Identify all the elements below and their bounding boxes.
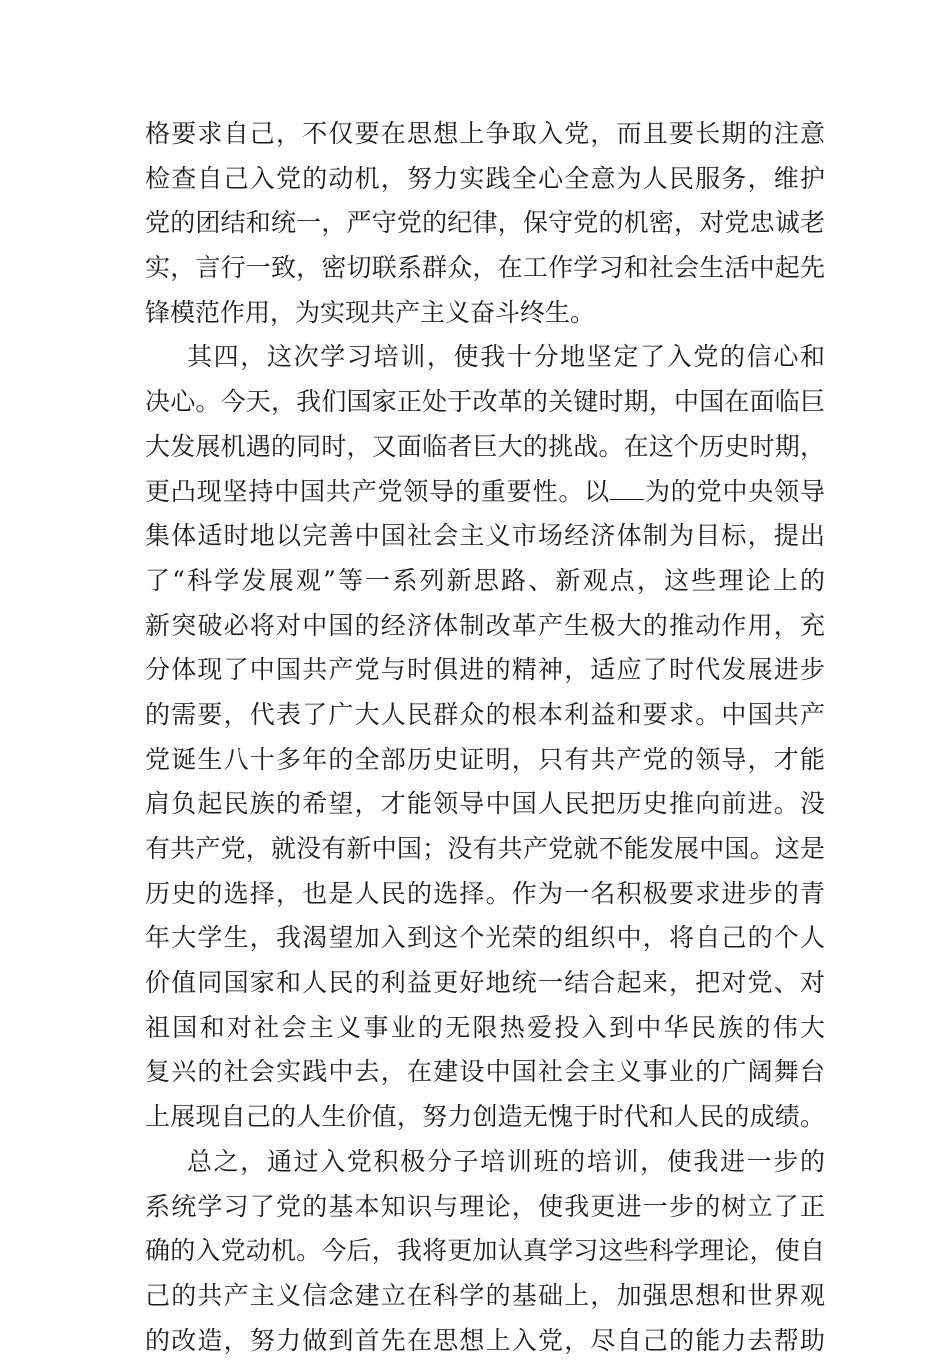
text-line: 决心。今天，我们国家正处于改革的关键时期，中国在面临巨: [145, 387, 825, 417]
text-line: 大发展机遇的同时，又面临者巨大的挑战。在这个历史时期，: [145, 431, 825, 461]
text-line: 实，言行一致，密切联系群众，在工作学习和社会生活中起先: [145, 253, 825, 283]
body-text: [145, 112, 825, 1363]
text-line: 集体适时地以完善中国社会主义市场经济体制为目标，提出: [145, 521, 825, 551]
text-line: 年大学生，我渴望加入到这个光荣的组织中，将自己的个人: [145, 923, 825, 953]
text-line: 的改造，努力做到首先在思想上入党，尽自己的能力去帮助: [145, 1325, 825, 1355]
paragraph-2: [145, 335, 825, 1139]
text-line: 己的共产主义信念建立在科学的基础上，加强思想和世界观: [145, 1280, 825, 1310]
text-line: 党诞生八十多年的全部历史证明，只有共产党的领导，才能: [145, 744, 825, 774]
text-line: 格要求自己，不仅要在思想上争取入党，而且要长期的注意: [145, 119, 825, 148]
text-segment: 为的党中央领导: [644, 476, 825, 506]
text-line: 价值同国家和人民的利益更好地统一结合起来，把对党、对: [145, 968, 825, 998]
text-line-with-blank: [145, 470, 825, 515]
text-line: 复兴的社会实践中去，在建设中国社会主义事业的广阔舞台: [145, 1057, 825, 1087]
fill-in-blank: [610, 477, 644, 500]
text-line: 肩负起民族的希望，才能领导中国人民把历史推向前进。没: [145, 789, 825, 819]
text-line: 其四，这次学习培训，使我十分地坚定了入党的信心和: [187, 342, 825, 372]
text-line: 上展现自己的人生价值，努力创造无愧于时代和人民的成绩。: [145, 1102, 825, 1132]
text-line: 锋模范作用，为实现共产主义奋斗终生。: [145, 297, 596, 327]
text-line: 祖国和对社会主义事业的无限热爱投入到中华民族的伟大: [145, 1012, 825, 1042]
text-line: 的需要，代表了广大人民群众的根本利益和要求。中国共产: [145, 699, 825, 729]
paragraph-3: [145, 1140, 825, 1363]
text-segment: 更凸现坚持中国共产党领导的重要性。以: [145, 476, 611, 506]
text-line: 检查自己入党的动机，努力实践全心全意为人民服务，维护: [145, 163, 825, 193]
text-line: 历史的选择，也是人民的选择。作为一名积极要求进步的青: [145, 878, 825, 908]
text-line: 新突破必将对中国的经济体制改革产生极大的推动作用，充: [145, 610, 825, 640]
text-line: 分体现了中国共产党与时俱进的精神，适应了时代发展进步: [145, 655, 825, 685]
paragraph-1: [145, 112, 825, 335]
text-line: 总之，通过入党积极分子培训班的培训，使我进一步的: [187, 1146, 825, 1176]
text-line: 了“科学发展观”等一系列新思路、新观点，这些理论上的: [145, 565, 825, 595]
text-line: 系统学习了党的基本知识与理论，使我更进一步的树立了正: [145, 1191, 825, 1221]
text-line: 党的团结和统一，严守党的纪律，保守党的机密，对党忠诚老: [145, 208, 825, 238]
text-line: 有共产党，就没有新中国；没有共产党就不能发展中国。这是: [145, 834, 825, 863]
text-line: 确的入党动机。今后，我将更加认真学习这些科学理论，使自: [145, 1236, 825, 1266]
